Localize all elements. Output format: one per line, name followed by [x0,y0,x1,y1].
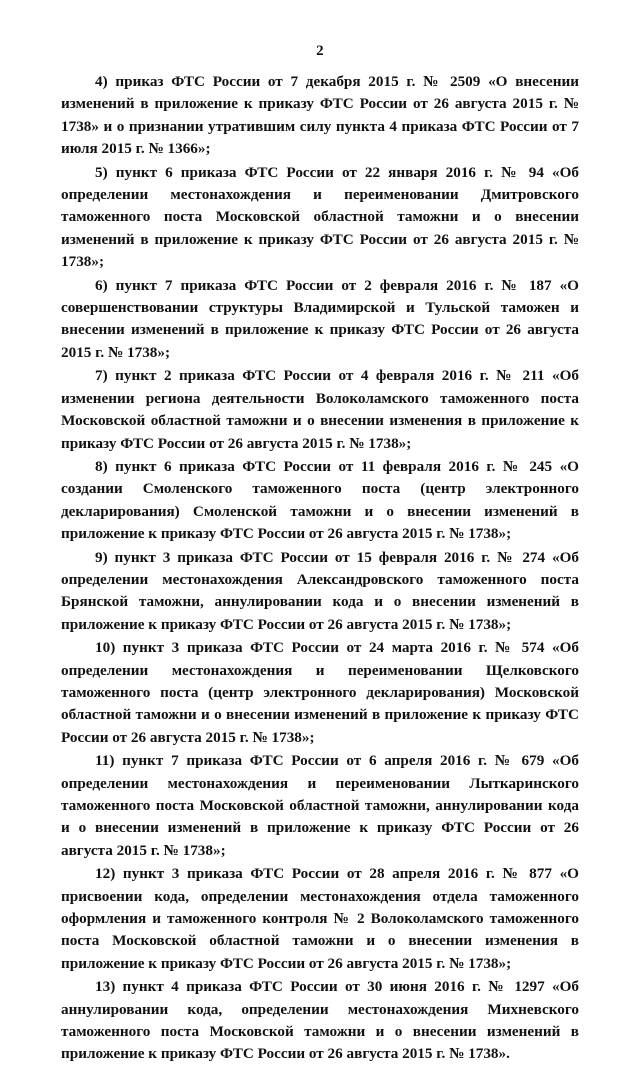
list-item-10: 10) пункт 3 приказа ФТС России от 24 марта 2016 г. № 574 «Об определении местонахождения и переименовании Щелковского таможенного поста (центр электронного декларирования) Московской областной таможни и о внесении изменений в приложение к приказу ФТС России от 26 августа 2015 г. № 1738»; [61,639,579,746]
list-item-6: 6) пункт 7 приказа ФТС России от 2 февраля 2016 г. № 187 «О совершенствовании структуры Владимирской и Тульской таможен и внесении изменений в приложение к приказу ФТС России от 26 августа 2015 г. № 1738»; [61,276,579,361]
list-item-12: 12) пункт 3 приказа ФТС России от 28 апреля 2016 г. № 877 «О присвоении кода, определении местонахождения отдела таможенного оформления и таможенного контроля № 2 Волоколамского таможенного поста Московской областной таможни и о внесении изменения в приложение к приказу ФТС России от 26 августа 2015 г. № 1738»; [61,865,579,972]
document-body [61,71,579,1067]
list-item-11: 11) пункт 7 приказа ФТС России от 6 апреля 2016 г. № 679 «Об определении местонахождения и переименовании Лыткаринского таможенного поста Московской областной таможни, аннулировании кода и о внесении изменений в приложение к приказу ФТС России от 26 августа 2015 г. № 1738»; [61,752,579,859]
list-item-9: 9) пункт 3 приказа ФТС России от 15 февраля 2016 г. № 274 «Об определении местонахождения Александровского таможенного поста Брянской таможни, аннулировании кода и о внесении изменений в приложение к приказу ФТС России от 26 августа 2015 г. № 1738»; [61,548,579,633]
list-item-8: 8) пункт 6 приказа ФТС России от 11 февраля 2016 г. № 245 «О создании Смоленского таможенного поста (центр электронного декларирования) Смоленской таможни и о внесении изменений в приложение к приказу ФТС России от 26 августа 2015 г. № 1738»; [61,457,579,543]
list-item-4: 4) приказ ФТС России от 7 декабря 2015 г. № 2509 «О внесении изменений в приложение к приказу ФТС России от 26 августа 2015 г. № 1738» и о признании утратившим силу пункта 4 приказа ФТС России от 7 июля 2015 г. № 1366»; [61,73,579,158]
page-number: 2 [316,43,324,59]
list-item-13: 13) пункт 4 приказа ФТС России от 30 июня 2016 г. № 1297 «Об аннулировании кода, определении местонахождения Михневского таможенного поста Московской таможни и о внесении изменений в приложение к приказу ФТС России от 26 августа 2015 г. № 1738». [61,978,579,1063]
list-item-7: 7) пункт 2 приказа ФТС России от 4 февраля 2016 г. № 211 «Об изменении региона деятельности Волоколамского таможенного поста Московской областной таможни и о внесении изменения в приложение к приказу ФТС России от 26 августа 2015 г. № 1738»; [61,367,579,452]
list-item-5: 5) пункт 6 приказа ФТС России от 22 января 2016 г. № 94 «Об определении местонахождения и переименовании Дмитровского таможенного поста Московской областной таможни и о внесении изменений в приложение к приказу ФТС России от 26 августа 2015 г. № 1738»; [61,163,579,271]
